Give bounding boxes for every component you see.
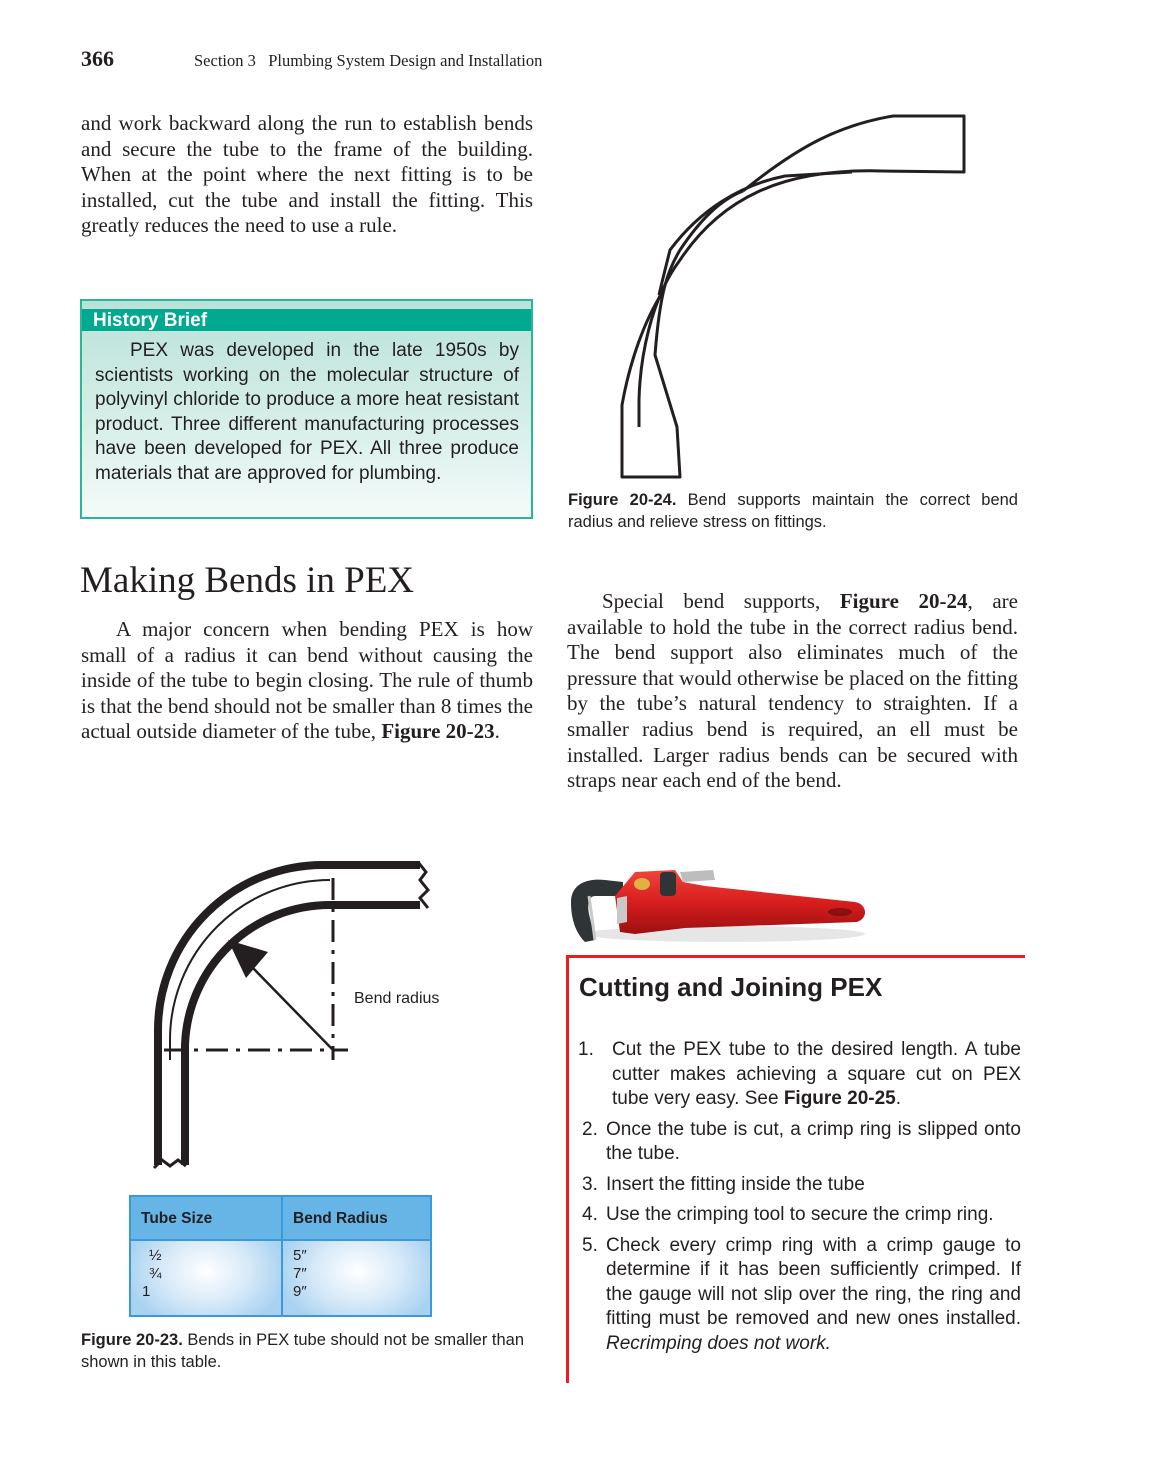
- history-brief-title: History Brief: [93, 310, 208, 331]
- figure-20-23-caption: [81, 1329, 533, 1373]
- intro-text: and work backward along the run to establish bends and secure the tube to the frame of the building. When at the point where the next fitting is to be installed, cut the tube and install the fitting. This greatly reduces the need to use a rule.: [81, 111, 533, 238]
- procedure-step: [578, 1203, 1021, 1228]
- step-text: Cut the PEX tube to the desired length. A tube cutter makes achieving a square cut on PEX tube very easy. See: [612, 1039, 1021, 1109]
- cutting-joining-procedure: [566, 955, 1025, 1383]
- section-heading: Making Bends in PEX: [80, 560, 415, 601]
- bend-support-drawing: [600, 100, 980, 490]
- figure-20-23-text: Bends in PEX tube should not be smaller than shown in this table.: [81, 1331, 525, 1371]
- figure-20-23-label: Figure 20-23.: [81, 1331, 183, 1349]
- step-text: Use the crimping tool to secure the crimp ring.: [606, 1204, 994, 1225]
- history-brief-box: [80, 299, 533, 519]
- bend-radius-label: Bend radius: [354, 990, 440, 1007]
- cell-tube-size: ½: [149, 1247, 162, 1264]
- procedure-step: [578, 1173, 1021, 1198]
- cell-tube-size: ¾: [149, 1265, 162, 1282]
- history-brief-text: PEX was developed in the late 1950s by scientists working on the molecular structure of polyvinyl chloride to produce a more heat resistant product. Three different manufacturing processes have been developed for PEX. All three produce materials that are approved for plumbing.: [95, 340, 519, 484]
- header-bend-radius: Bend Radius: [293, 1210, 388, 1227]
- procedure-title: Cutting and Joining PEX: [579, 972, 883, 1002]
- step-text: Once the tube is cut, a crimp ring is slipped onto the tube.: [606, 1118, 1021, 1164]
- running-head: Section 3 Plumbing System Design and Installation: [194, 51, 543, 70]
- bends-text: A major concern when bending PEX is how small of a radius it can bend without causing the inside of the tube to begin closing. The rule of thumb is that the bend should not be smaller than 8 times the actual outside diameter of the tube,: [81, 617, 534, 744]
- table-divider: [281, 1197, 283, 1315]
- figure-ref-20-24[interactable]: Figure 20-24: [839, 589, 968, 613]
- figure-20-24-text: Bend supports maintain the correct bend radius and relieve stress on fittings.: [568, 491, 1018, 531]
- cell-bend-radius: 7″: [293, 1265, 307, 1282]
- intro-paragraph: [81, 111, 533, 239]
- figure-ref-20-23[interactable]: Figure 20-23: [381, 719, 495, 744]
- step-number: 2.: [582, 1118, 598, 1140]
- cell-tube-size: 1: [142, 1283, 151, 1300]
- header-tube-size: Tube Size: [141, 1210, 213, 1227]
- punctuation: .: [895, 1088, 902, 1109]
- pipe-wrench-image: [565, 862, 870, 948]
- bend-radius-table: [129, 1195, 432, 1317]
- bend-radius-diagram: [130, 850, 460, 1180]
- procedure-step: [578, 1118, 1021, 1167]
- cell-bend-radius: 9″: [293, 1283, 307, 1300]
- supports-paragraph: [567, 589, 1018, 794]
- history-brief-header: [82, 309, 531, 331]
- procedure-step: [578, 1038, 1021, 1112]
- procedure-step: [578, 1234, 1021, 1357]
- step-number: 1.: [578, 1039, 594, 1060]
- figure-20-24-caption: [568, 489, 1018, 533]
- step-number: 3.: [582, 1173, 598, 1195]
- cell-bend-radius: 5″: [293, 1247, 307, 1264]
- procedure-steps: [578, 1038, 1021, 1362]
- page-number: 366: [81, 46, 114, 71]
- figure-20-24-label: Figure 20-24.: [568, 491, 677, 509]
- step-text: Insert the fitting inside the tube: [606, 1173, 865, 1195]
- step-number: 5.: [582, 1234, 598, 1256]
- step-emphasis: Recrimping does not work.: [606, 1332, 831, 1354]
- punctuation: .: [494, 719, 500, 744]
- supports-text-start: Special bend supports,: [602, 589, 840, 613]
- supports-text: , are available to hold the tube in the correct radius bend. The bend support also eliminates much of the pressure that would otherwise be placed on the fitting by the tube’s natural tendency to straighten. If a smaller radius bend is required, an ell must be installed. Larger radius bends can be secured with straps near each end of the bend.: [567, 589, 1018, 793]
- step-number: 4.: [582, 1204, 598, 1225]
- figure-ref-20-25[interactable]: Figure 20-25: [783, 1088, 896, 1109]
- history-brief-body: [95, 339, 519, 487]
- bends-paragraph: [81, 617, 533, 745]
- step-text: Check every crimp ring with a crimp gauge to determine if it has been sufficiently crimped. If the gauge will not slip over the ring, the ring and fitting must be removed and new ones installed.: [606, 1234, 1021, 1329]
